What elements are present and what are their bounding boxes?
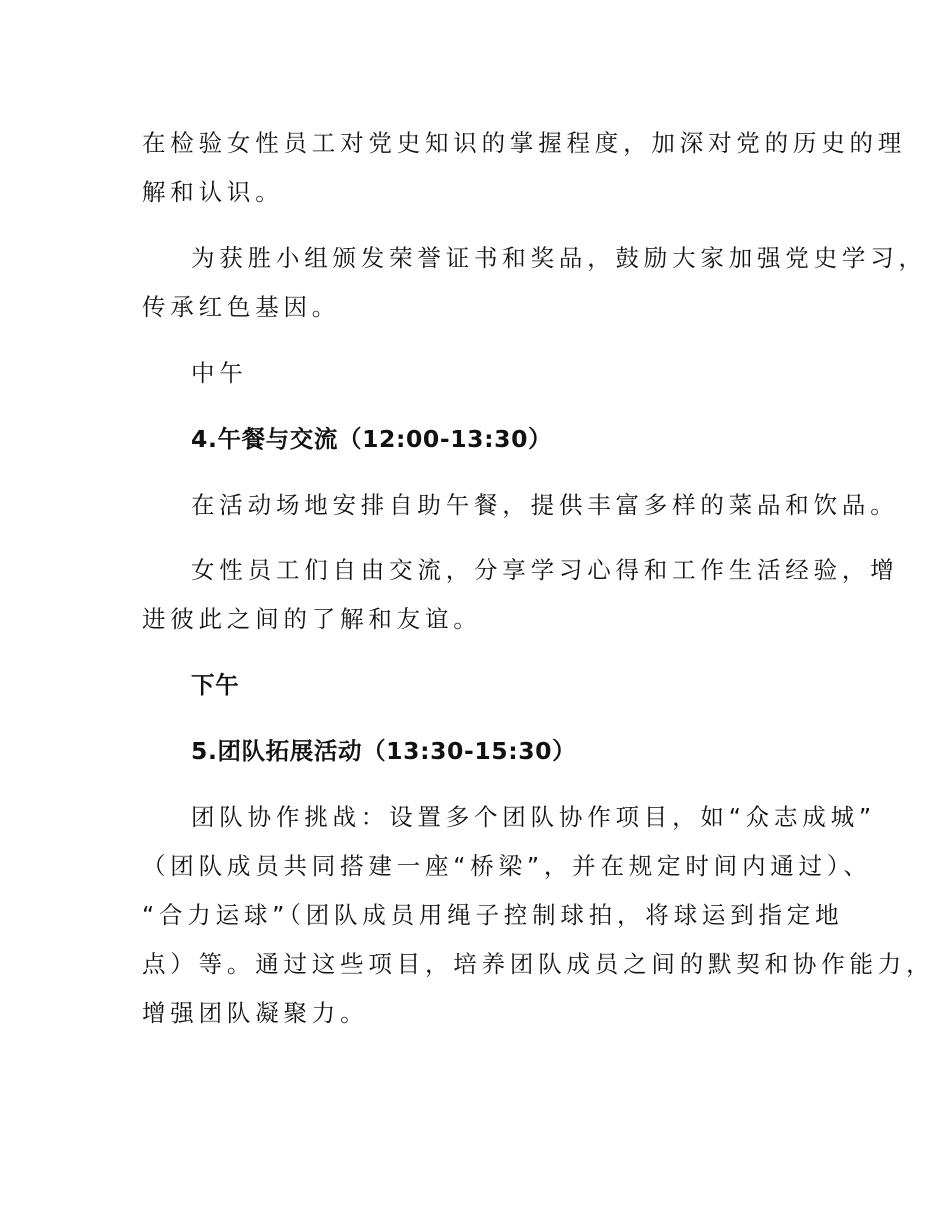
section-label-noon: 中午 (191, 359, 248, 387)
paragraph-line: 在活动场地安排自助午餐，提供丰富多样的菜品和饮品。 (191, 491, 899, 519)
paragraph-line: 点）等。通过这些项目，培养团队成员之间的默契和协作能力， (142, 950, 935, 978)
paragraph-line: “合力运球”（团队成员用绳子控制球拍，将球运到指定地 (142, 901, 844, 929)
paragraph-line: 解和认识。 (142, 178, 284, 206)
paragraph-line: 传承红色基因。 (142, 293, 341, 321)
paragraph-line: 团队协作挑战：设置多个团队协作项目，如“众志成城” (191, 803, 876, 831)
paragraph-line: 增强团队凝聚力。 (142, 999, 369, 1027)
section-label-afternoon: 下午 (191, 671, 240, 699)
paragraph-line: 进彼此之间的了解和友谊。 (142, 605, 482, 633)
paragraph-line: （团队成员共同搭建一座“桥梁”，并在规定时间内通过）、 (142, 852, 872, 880)
heading-lunch: 4.午餐与交流（12:00-13:30） (191, 425, 553, 453)
paragraph-line: 为获胜小组颁发荣誉证书和奖品，鼓励大家加强党史学习， (191, 244, 927, 272)
paragraph-line: 在检验女性员工对党史知识的掌握程度，加深对党的历史的理 (142, 129, 907, 157)
heading-team-building: 5.团队拓展活动（13:30-15:30） (191, 737, 577, 765)
paragraph-line: 女性员工们自由交流，分享学习心得和工作生活经验，增 (191, 556, 899, 584)
